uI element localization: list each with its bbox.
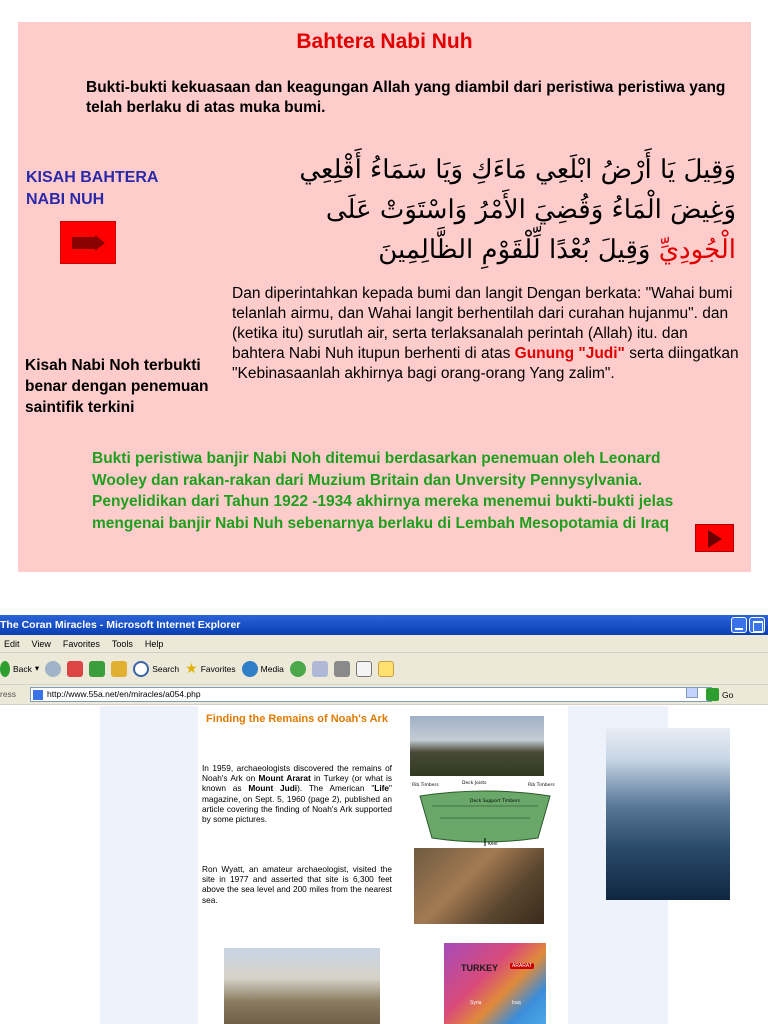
play-next-icon[interactable] [695, 524, 734, 552]
p1-text-c: in Turkey (or what is known as [202, 773, 392, 794]
ron-wyatt-photo [224, 948, 380, 1024]
video-camera-icon[interactable] [60, 221, 116, 264]
favorites-button[interactable] [185, 660, 236, 677]
arabic-verse-highlight: الْجُودِيِّ [658, 235, 736, 265]
home-icon[interactable] [111, 661, 127, 677]
address-label: ress [0, 689, 17, 699]
go-arrow-icon [706, 688, 719, 701]
go-button[interactable] [706, 688, 733, 701]
translation-before: Dan diperintahkan kepada bumi dan langit Dengan berkata: "Wahai bumi telanlah airmu, dan Wahai langit berhentilah dari curahan hujanmu". dan (ketika itu) surutlah air, serta terlaksanalah perintah (Allah) itu. dan bahtera Nabi Nuh itupun berhenti di atas [232, 285, 733, 362]
search-button[interactable] [133, 661, 179, 677]
turkey-map [444, 943, 546, 1024]
slide-panel [18, 22, 751, 572]
address-dropdown-icon[interactable] [686, 687, 698, 698]
menu-tools[interactable]: Tools [111, 639, 133, 649]
map-label-syria: Syria [470, 1000, 482, 1006]
p1-text-e: ). The American " [297, 783, 375, 794]
print-icon[interactable] [334, 661, 350, 677]
diagram-label-deck-joists: Deck Joists [462, 781, 487, 786]
ark-site-photo [414, 848, 544, 924]
media-button[interactable] [242, 661, 284, 677]
page-margin-left [100, 706, 198, 1024]
map-label-turkey: TURKEY [461, 963, 499, 973]
p1-mount-ararat: Mount Ararat [258, 773, 311, 784]
verse-translation [232, 284, 742, 384]
diagram-label-deck-support: Deck Support Timbers [470, 799, 521, 804]
article-paragraph-2: Ron Wyatt, an amateur archaeologist, visited the site in 1977 and asserted that site is 6,300 feet above the sea level and 200 miles from the nearest sea. [202, 864, 392, 905]
article-paragraph-1 [202, 763, 392, 824]
media-icon [242, 661, 258, 677]
page-icon [33, 690, 43, 700]
arabic-verse [268, 150, 736, 270]
camera-body [72, 237, 96, 249]
translation-after: serta diingatkan "Kebinasaanlah akhirnya bagi orang-orang Yang zalim". [232, 345, 739, 382]
minimize-icon[interactable] [731, 617, 747, 633]
map-label-ararat: ARARAT [512, 963, 532, 969]
menu-bar [0, 635, 768, 653]
arabic-verse-end: وَقِيلَ بُعْدًا لِّلْقَوْمِ الظَّالِمِينَ [378, 235, 651, 265]
menu-help[interactable]: Help [144, 639, 164, 649]
play-triangle [708, 530, 722, 548]
notes-icon[interactable] [378, 661, 394, 677]
mountain-photo [410, 716, 544, 776]
favorites-label: Favorites [200, 663, 236, 674]
diagram-label-rib-left: Rib Timbers [412, 783, 439, 788]
ark-structure-diagram [410, 776, 560, 848]
refresh-icon[interactable] [89, 661, 105, 677]
bukti-text: Bukti peristiwa banjir Nabi Noh ditemui berdasarkan penemuan oleh Leonard Wooley dan rakan-rakan dari Muzium Britain dan Unversity Pennysylvania. Penyelidikan dari Tahun 1922 -1934 akhirnya mereka menemui bukti-bukti jelas mengenai banjir Nabi Nuh sebenarnya berlaku di Lembah Mesopotamia di Iraq [92, 450, 674, 532]
media-label: Media [260, 663, 284, 674]
p1-text-a: In 1959, archaeologists discovered the remains of Noah's Ark on [202, 763, 392, 784]
p1-life: Life [374, 783, 390, 794]
edit-icon[interactable] [356, 661, 372, 677]
menu-view[interactable]: View [31, 639, 51, 649]
camera-lens [95, 235, 105, 251]
star-icon: ★ [185, 660, 198, 676]
maximize-icon[interactable] [749, 617, 765, 633]
arabic-verse-part1: وَقِيلَ يَا أَرْضُ ابْلَعِي مَاءَكِ وَيَا سَمَاءُ أَقْلِعِي وَغِيضَ الْمَاءُ وَقُضِيَ الأَمْرُ وَاسْتَوَتْ عَلَى [299, 155, 736, 225]
menu-edit[interactable]: Edit [4, 639, 20, 649]
browser-toolbar [0, 653, 768, 685]
history-icon[interactable] [290, 661, 306, 677]
kisah-bahtera-link[interactable]: KISAH BAHTERA NABI NUH [26, 169, 158, 208]
forward-arrow-icon[interactable] [45, 661, 61, 677]
stop-icon[interactable] [67, 661, 83, 677]
search-label: Search [152, 663, 180, 674]
slide-title: Bahtera Nabi Nuh [296, 30, 473, 53]
window-titlebar [0, 615, 768, 635]
p1-text-g: " magazine, on Sept. 5, 1960 (page 2), published an article covering the finding of Noah's Ark supported by some pictures. [202, 783, 392, 825]
back-label: Back [13, 663, 32, 674]
noh-caption: Kisah Nabi Noh terbukti benar dengan penemuan saintifik terkini [25, 357, 209, 416]
search-icon [133, 661, 149, 677]
translation-highlight: Gunung "Judi" [514, 345, 625, 362]
back-button[interactable] [0, 661, 39, 677]
mail-icon[interactable] [312, 661, 328, 677]
map-label-iraq: Iraq [512, 1000, 521, 1006]
menu-favorites[interactable]: Favorites [62, 639, 100, 649]
go-label: Go [722, 689, 734, 700]
chevron-down-icon: ▾ [34, 663, 40, 673]
diagram-label-rib-right: Rib Timbers [528, 783, 555, 788]
address-input[interactable] [30, 687, 712, 702]
address-url: http://www.55a.net/en/miracles/a054.php [47, 689, 201, 699]
diagram-label-keel: Keel [488, 842, 498, 847]
article-title: Finding the Remains of Noah's Ark [206, 713, 388, 725]
p1-mount-judi: Mount Judi [248, 783, 298, 794]
ark-painting [606, 728, 730, 900]
back-arrow-icon [0, 661, 10, 677]
address-bar [0, 685, 768, 705]
window-title: The Coran Miracles - Microsoft Internet Explorer [0, 619, 241, 631]
slide-intro: Bukti-bukti kekuasaan dan keagungan Allah yang diambil dari peristiwa peristiwa yang telah berlaku di atas muka bumi. [86, 79, 726, 116]
